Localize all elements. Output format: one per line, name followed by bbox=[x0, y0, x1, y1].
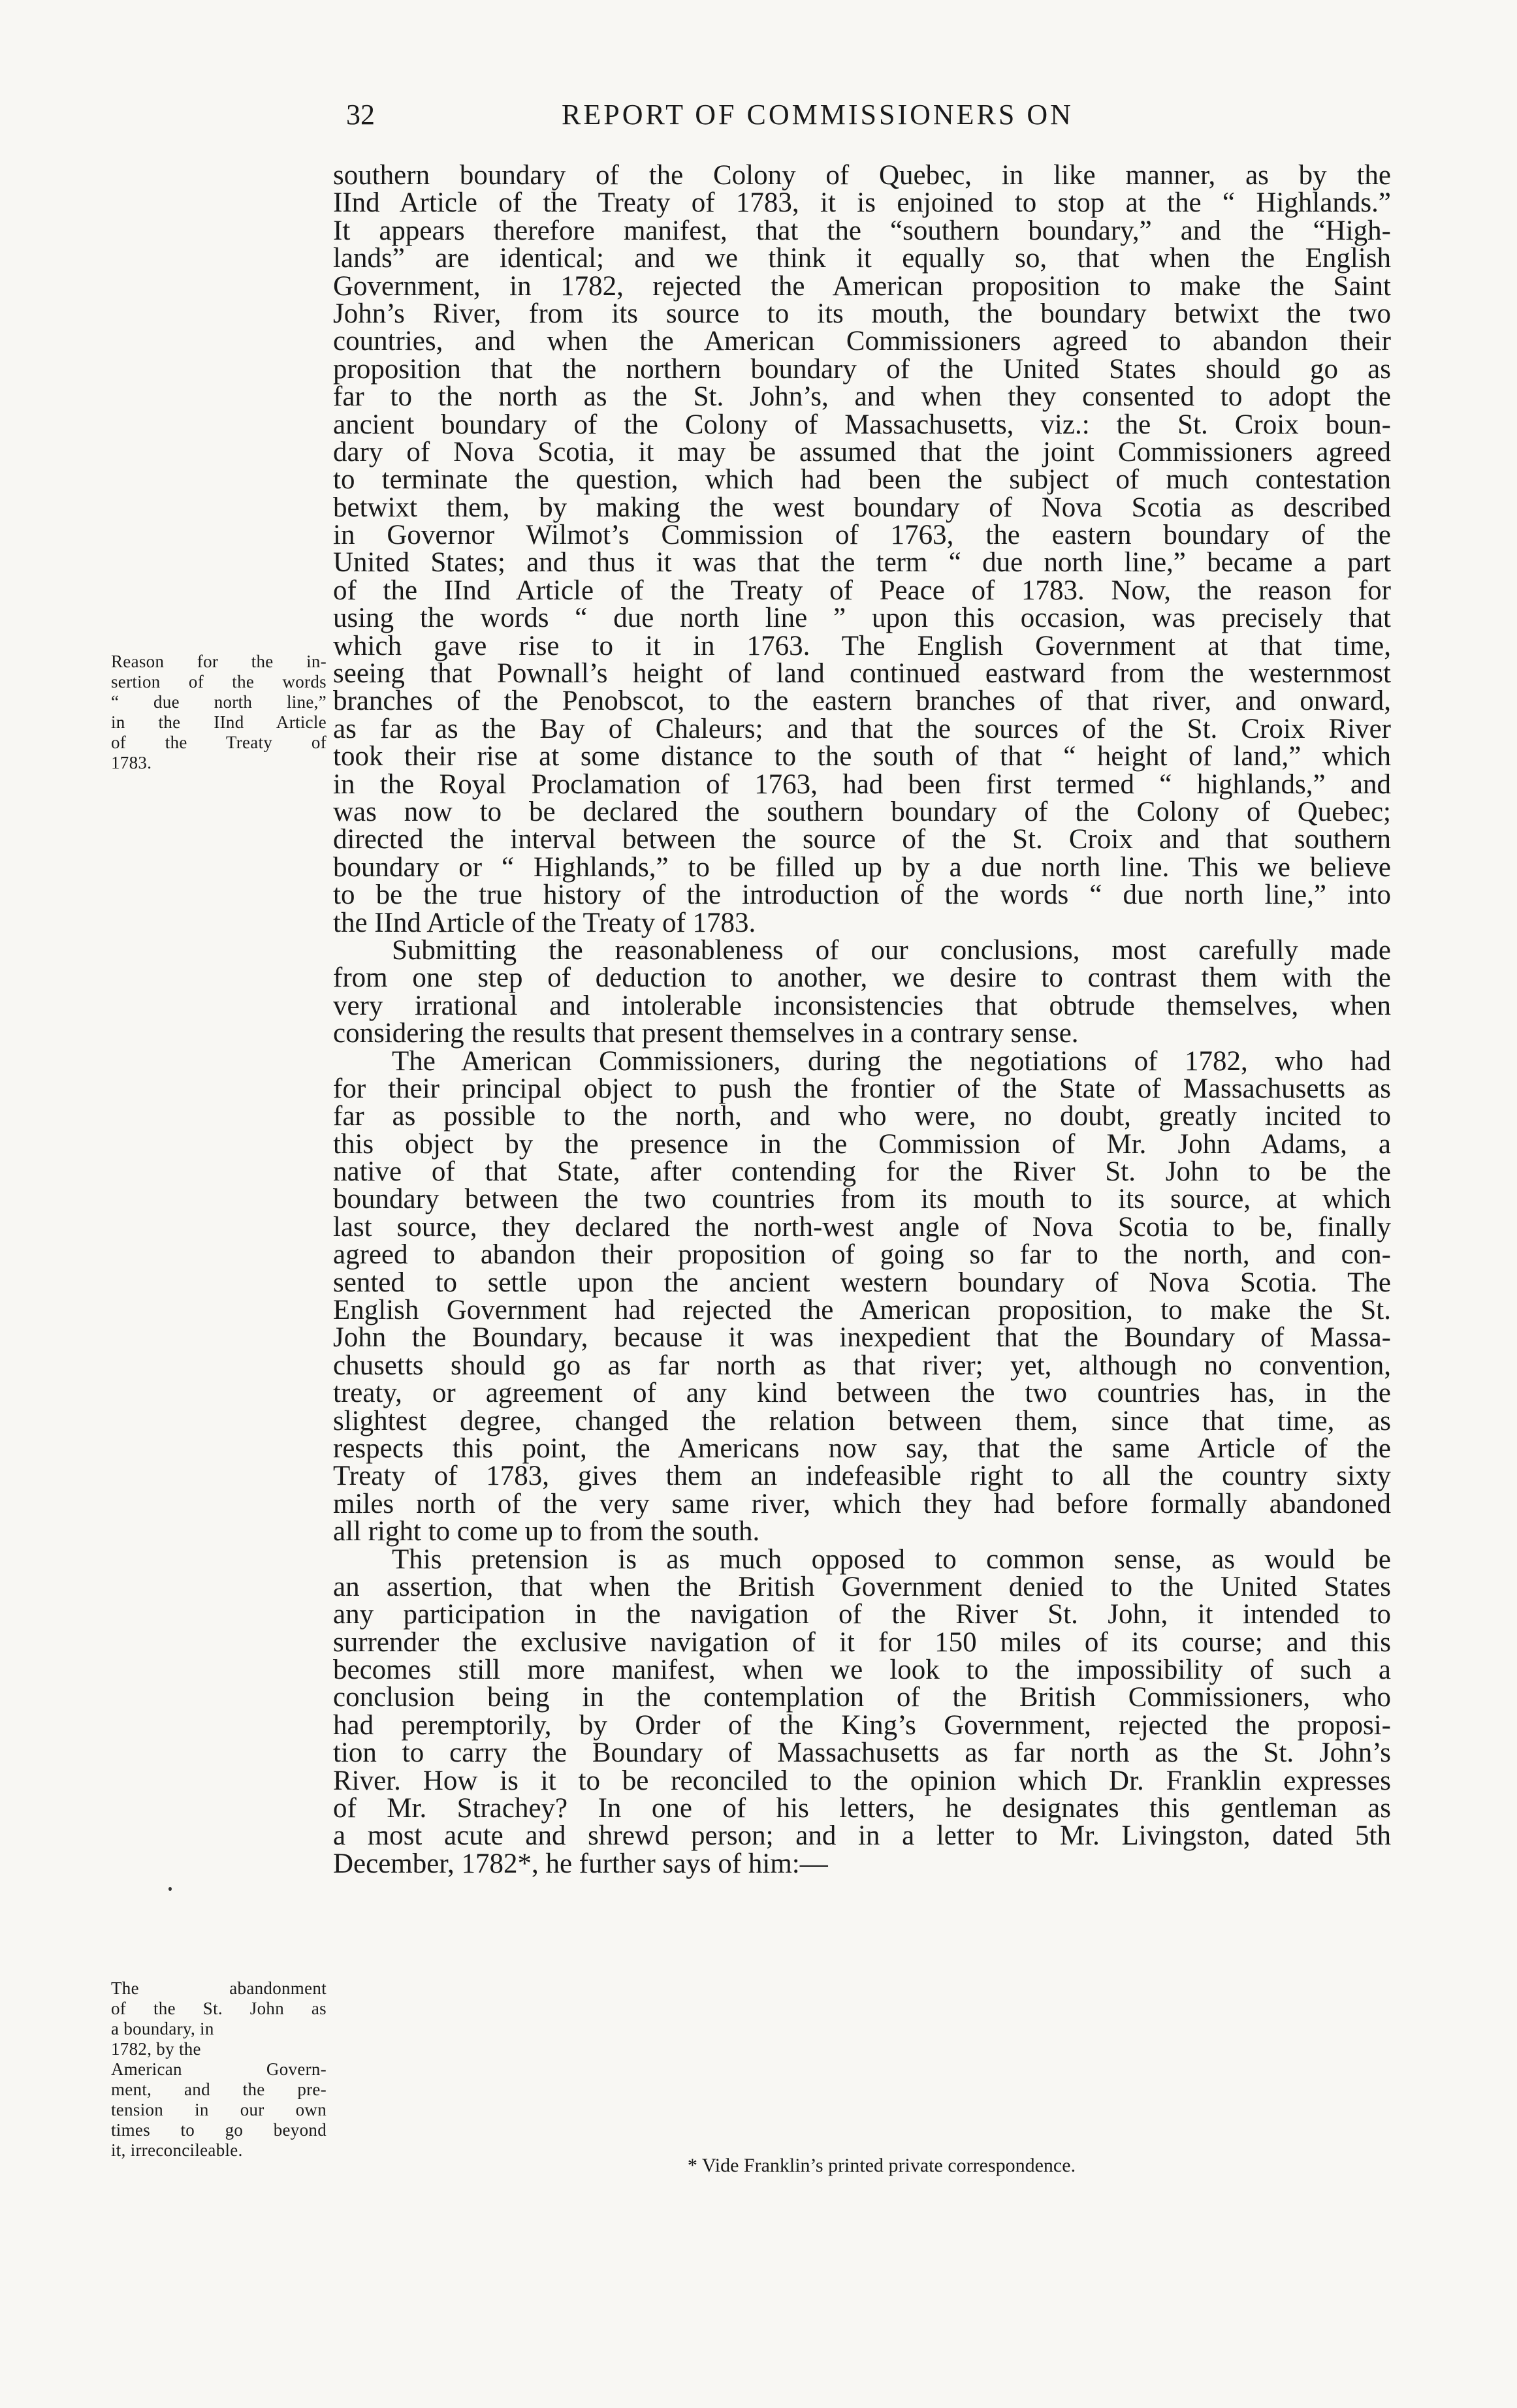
text-line: a most acute and shrewd person; and in a letter to Mr. Livingston, dated 5th bbox=[333, 1820, 1391, 1852]
text-line: United States; and thus it was that the term “ due north line,” became a part bbox=[333, 547, 1391, 578]
text-line: surrender the exclusive navigation of it for 150 miles of its course; and this bbox=[333, 1626, 1391, 1658]
text-line: It appears therefore manifest, that the “southern boundary,” and the “High- bbox=[333, 215, 1391, 246]
text-line: respects this point, the Americans now say, that the same Article of the bbox=[333, 1433, 1391, 1464]
text-line: from one step of deduction to another, we desire to contrast them with the bbox=[333, 962, 1391, 994]
sidenote-line: in the IInd Article bbox=[111, 712, 327, 732]
text-line: becomes still more manifest, when we look to the impossibility of such a bbox=[333, 1655, 1391, 1686]
text-line: lands” are identical; and we think it equally so, that when the English bbox=[333, 243, 1391, 274]
sidenote-line: sertion of the words bbox=[111, 672, 327, 691]
sidenote-line: tension in our own bbox=[111, 2100, 327, 2119]
text-line: took their rise at some distance to the south of that “ height of land,” which bbox=[333, 741, 1391, 772]
text-line: chusetts should go as far north as that river; yet, although no convention, bbox=[333, 1350, 1391, 1381]
text-line: branches of the Penobscot, to the eastern branches of that river, and onward, bbox=[333, 686, 1391, 717]
footnote: * Vide Franklin’s printed private correspondence. bbox=[687, 2155, 1076, 2176]
text-line: which gave rise to it in 1763. The English Government at that time, bbox=[333, 630, 1391, 661]
text-line: as far as the Bay of Chaleurs; and that the sources of the St. Croix River bbox=[333, 713, 1391, 744]
text-line: to be the true history of the introduction of the words “ due north line,” into bbox=[333, 879, 1391, 911]
text-line: December, 1782*, he further says of him:— bbox=[333, 1848, 828, 1879]
text-line: of Mr. Strachey? In one of his letters, he designates this gentleman as bbox=[333, 1793, 1391, 1824]
text-line: directed the interval between the source of the St. Croix and that southern bbox=[333, 824, 1391, 855]
sidenote-line: American Govern- bbox=[111, 2059, 327, 2079]
sidenote-line: ment, and the pre- bbox=[111, 2080, 327, 2099]
text-line: slightest degree, changed the relation between them, since that time, as bbox=[333, 1405, 1391, 1436]
text-line: in the Royal Proclamation of 1763, had been first termed “ highlands,” and bbox=[333, 768, 1391, 800]
text-line: using the words “ due north line ” upon this occasion, was precisely that bbox=[333, 603, 1391, 634]
text-line: ancient boundary of the Colony of Massachusetts, viz.: the St. Croix boun- bbox=[333, 409, 1391, 440]
text-line: IInd Article of the Treaty of 1783, it is enjoined to stop at the “ Highlands.” bbox=[333, 187, 1391, 219]
paragraph-start-line: Submitting the reasonableness of our conclusions, most carefully made bbox=[392, 934, 1391, 966]
text-line: any participation in the navigation of the River St. John, it intended to bbox=[333, 1599, 1391, 1630]
text-line: an assertion, that when the British Government denied to the United States bbox=[333, 1571, 1391, 1602]
sidenote-line: times to go beyond bbox=[111, 2120, 327, 2140]
text-line: betwixt them, by making the west boundary of Nova Scotia as described bbox=[333, 492, 1391, 523]
text-line: far to the north as the St. John’s, and when they consented to adopt the bbox=[333, 381, 1391, 413]
text-line: treaty, or agreement of any kind between the two countries has, in the bbox=[333, 1378, 1391, 1409]
text-line: native of that State, after contending for the River St. John to be the bbox=[333, 1156, 1391, 1188]
text-line: seeing that Pownall’s height of land continued eastward from the westernmost bbox=[333, 658, 1391, 689]
sidenote-due-north-line bbox=[111, 652, 327, 773]
running-title: REPORT OF COMMISSIONERS ON bbox=[562, 99, 1074, 131]
print-speck bbox=[168, 1887, 172, 1891]
body-text bbox=[333, 162, 1391, 1878]
text-line: the IInd Article of the Treaty of 1783. bbox=[333, 907, 756, 938]
text-line: in Governor Wilmot’s Commission of 1763, the eastern boundary of the bbox=[333, 520, 1391, 551]
paragraph-start-line: The American Commissioners, during the negotiations of 1782, who had bbox=[392, 1045, 1391, 1077]
sidenote-line: 1782, by the bbox=[111, 2039, 201, 2059]
text-line: River. How is it to be reconciled to the opinion which Dr. Franklin expresses bbox=[333, 1765, 1391, 1796]
paragraph-start-line: This pretension is as much opposed to common sense, as would be bbox=[392, 1544, 1391, 1575]
sidenote-line: “ due north line,” bbox=[111, 692, 327, 712]
text-line: conclusion being in the contemplation of the British Commissioners, who bbox=[333, 1682, 1391, 1713]
sidenote-abandonment bbox=[111, 1978, 327, 2161]
text-line: all right to come up to from the south. bbox=[333, 1516, 760, 1547]
text-line: very irrational and intolerable inconsistencies that obtrude themselves, when bbox=[333, 990, 1391, 1021]
sidenote-line: of the St. John as bbox=[111, 1999, 327, 2018]
page-number: 32 bbox=[346, 99, 375, 131]
sidenote-line: it, irreconcileable. bbox=[111, 2140, 243, 2160]
text-line: boundary or “ Highlands,” to be filled up by a due north line. This we believe bbox=[333, 851, 1391, 883]
sidenote-line: 1783. bbox=[111, 753, 152, 772]
text-line: miles north of the very same river, which they had before formally abandoned bbox=[333, 1488, 1391, 1519]
text-line: this object by the presence in the Commission of Mr. John Adams, a bbox=[333, 1128, 1391, 1160]
text-line: tion to carry the Boundary of Massachusetts as far north as the St. John’s bbox=[333, 1737, 1391, 1769]
text-line: John’s River, from its source to its mouth, the boundary betwixt the two bbox=[333, 298, 1391, 329]
text-line: English Government had rejected the American proposition, to make the St. bbox=[333, 1295, 1391, 1326]
text-line: countries, and when the American Commissioners agreed to abandon their bbox=[333, 326, 1391, 357]
text-line: proposition that the northern boundary of the United States should go as bbox=[333, 353, 1391, 385]
sidenote-line: The abandonment bbox=[111, 1978, 327, 1998]
text-line: Government, in 1782, rejected the American proposition to make the Saint bbox=[333, 270, 1391, 302]
sidenote-line: of the Treaty of bbox=[111, 733, 327, 752]
text-line: boundary between the two countries from its mouth to its source, at which bbox=[333, 1184, 1391, 1215]
text-line: was now to be declared the southern boundary of the Colony of Quebec; bbox=[333, 796, 1391, 827]
text-line: had peremptorily, by Order of the King’s Government, rejected the proposi- bbox=[333, 1709, 1391, 1741]
sidenote-line: a boundary, in bbox=[111, 2019, 214, 2038]
text-line: John the Boundary, because it was inexpedient that the Boundary of Massa- bbox=[333, 1322, 1391, 1354]
text-line: southern boundary of the Colony of Quebec, in like manner, as by the bbox=[333, 160, 1391, 191]
text-line: last source, they declared the north-west angle of Nova Scotia to be, finally bbox=[333, 1211, 1391, 1243]
text-line: considering the results that present themselves in a contrary sense. bbox=[333, 1018, 1079, 1049]
sidenote-line: Reason for the in- bbox=[111, 652, 327, 671]
text-line: for their principal object to push the frontier of the State of Massachusetts as bbox=[333, 1073, 1391, 1104]
text-line: to terminate the question, which had been the subject of much contestation bbox=[333, 464, 1391, 496]
text-line: sented to settle upon the ancient western boundary of Nova Scotia. The bbox=[333, 1267, 1391, 1298]
text-line: far as possible to the north, and who were, no doubt, greatly incited to bbox=[333, 1101, 1391, 1132]
text-line: Treaty of 1783, gives them an indefeasible right to all the country sixty bbox=[333, 1461, 1391, 1492]
running-head bbox=[327, 98, 1397, 137]
text-line: of the IInd Article of the Treaty of Peace of 1783. Now, the reason for bbox=[333, 575, 1391, 606]
text-line: agreed to abandon their proposition of going so far to the north, and con- bbox=[333, 1239, 1391, 1271]
text-line: dary of Nova Scotia, it may be assumed that the joint Commissioners agreed bbox=[333, 436, 1391, 467]
